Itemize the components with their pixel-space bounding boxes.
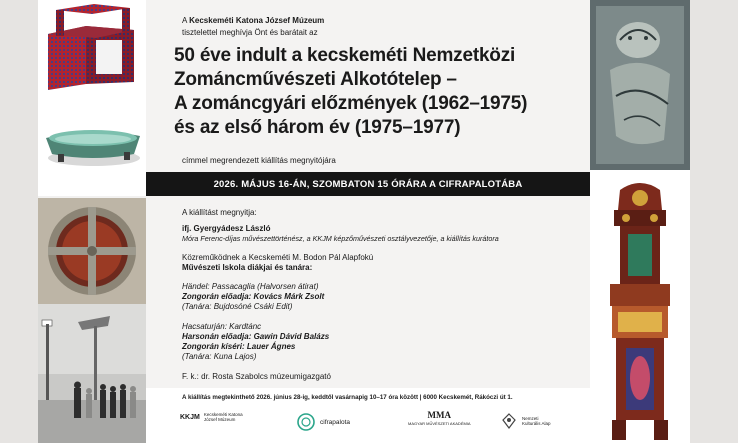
title-line: Zománcművészeti Alkotótelep – — [174, 69, 457, 90]
invitation-line-2: tisztelettel meghívja Önt és barátait az — [182, 28, 318, 37]
program-teacher: (Tanára: Bujdosóné Csáki Edit) — [182, 302, 293, 311]
footer — [146, 388, 590, 443]
right-border — [690, 0, 738, 443]
title-line: 50 éve indult a kecskeméti Nemzetközi — [174, 45, 516, 66]
program-piece: Hacsaturján: Kardtánc — [182, 322, 262, 331]
visiting-info: A kiállítás megtekinthető 2026. június 28-ig, keddtől vasárnapig 10–17 óra között | 6000 Kecskemét, Rákóczi út 1. — [182, 394, 513, 401]
opening-heading: A kiállítást megnyitja: — [182, 208, 257, 217]
date-banner: 2026. MÁJUS 16-ÁN, SZOMBATON 15 ÓRÁRA A CIFRAPALOTÁBA — [146, 172, 590, 196]
mma-mark: MMA — [427, 410, 452, 420]
mma-logo — [408, 410, 471, 426]
cifrapalota-logo — [296, 412, 350, 432]
subtitle: címmel megrendezett kiállítás megnyitójára — [182, 156, 336, 165]
performers-line-2: Művészeti Iskola diákjai és tanára: — [182, 263, 313, 272]
enamel-cube-artwork — [38, 0, 146, 96]
speaker-title: Móra Ferenc-díjas művészettörténész, a KKJM képzőművészeti osztályvezetője, a kiállítás kurátora — [182, 234, 499, 243]
enamel-figure-artwork — [590, 0, 690, 170]
mma-sub: MAGYAR MŰVÉSZETI AKADÉMIA — [408, 421, 471, 426]
nka-logo — [500, 412, 556, 430]
title-line: és az első három év (1975–1977) — [174, 117, 461, 138]
left-artwork-column — [38, 0, 146, 443]
title-line: A zománcgyári előzmények (1962–1975) — [174, 93, 528, 114]
enamel-wheel-artwork — [38, 198, 146, 304]
kkjm-sub: Kecskeméti Katona József Múzeum — [203, 412, 243, 422]
program-accompanist: Zongorán kíséri: Lauer Ágnes — [182, 342, 296, 351]
kkjm-mark: KKJM — [180, 413, 200, 421]
invitation-line-1: A Kecskeméti Katona József Múzeum — [182, 16, 325, 25]
program-piece: Händel: Passacaglia (Halvorsen átirat) — [182, 282, 319, 291]
right-artwork-column — [590, 0, 690, 443]
cifrapalota-icon — [296, 412, 316, 432]
performers-line-1: Közreműködnek a Kecskeméti M. Bodon Pál Alapfokú — [182, 253, 374, 262]
nka-sub: Nemzeti Kulturális Alap — [522, 416, 551, 426]
invitation-panel — [146, 0, 590, 443]
left-border — [0, 0, 38, 443]
nka-emblem-icon — [500, 412, 518, 430]
kkjm-logo — [180, 412, 246, 422]
museum-name: Kecskeméti Katona József Múzeum — [189, 16, 325, 25]
program-performer: Harsonán előadja: Gawin Dávid Balázs — [182, 332, 330, 341]
cifrapalota-name: cifrapalota — [320, 418, 350, 426]
program-teacher: (Tanára: Kuna Lajos) — [182, 352, 257, 361]
historic-photo — [38, 304, 146, 443]
program-performer: Zongorán előadja: Kovács Márk Zsolt — [182, 292, 325, 301]
exhibition-title — [174, 44, 584, 140]
enamel-bathtub-artwork — [38, 96, 146, 196]
host-line: F. k.: dr. Rosta Szabolcs múzeumigazgató — [182, 372, 331, 381]
enamel-totem-artwork — [590, 180, 690, 443]
opening-speaker: ifj. Gyergyádesz László — [182, 224, 271, 233]
